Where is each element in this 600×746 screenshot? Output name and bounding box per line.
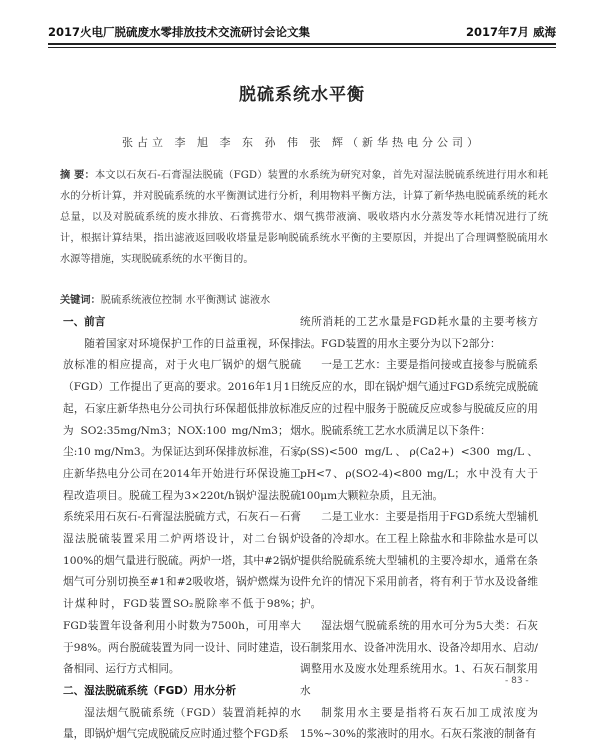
water-categories-paragraph: 湿法烟气脱硫系统的用水可分为5大类：石灰石制浆用水、设备冲洗用水、设备冷却用水、启动/调整用水及废水处理系统用水。1、石灰石制浆用水 — [300, 619, 538, 697]
authors-line: 张占立 李 旭 李 东 孙 伟 张 辉（新华热电分公司） — [122, 136, 482, 149]
keywords — [60, 290, 548, 311]
continuation-paragraph: 统所消耗的工艺水量是FGD耗水量的主要考核方法。FGD装置的用水主要分为以下2部分： — [300, 316, 538, 350]
process-water-paragraph: 一是工艺水：主要是指问接或直接参与脱硫系统反应的水，即在锅炉烟气通过FGD系统完成脱硫反应的过程中服务于脱硫反应或参与脱硫反应的用水。脱硫系统工艺水水质满足以下条件： — [300, 359, 538, 437]
left-column — [63, 312, 301, 746]
industrial-water-paragraph: 二是工业水：主要是指用于FGD系统大型辅机设备的冷却水。在工程上除盐水和非除盐水是可以提供给脱硫系统大型辅机的主要冷却水，通常在条件允许的情况下采用前者，将有利于节水及设备维护。 — [300, 511, 538, 611]
abstract-text: 本文以石灰石-石膏湿法脱硫（FGD）装置的水系统为研究对象，首先对湿法脱硫系统进行用水和耗水的分析计算，并对脱硫系统的水平衡测试进行分析，利用物料平衡方法，计算了新华热电脱硫系统的耗水总量，以及对脱硫系统的废水排放、石膏携带水、烟气携带液滴、吸收塔内水分蒸发等水耗情况进行了统计，根据计算结果，指出滤液返回吸收塔量是影响脱硫系统水平衡的主要原因，并提出了合理调整脱硫用水水源等措施，实现脱硫系统的水平衡目的。 — [60, 170, 549, 265]
header-left: 2017火电厂脱硫废水零排放技术交流研讨会论文集 — [48, 25, 311, 39]
header-rule-thick — [48, 43, 556, 45]
keywords-label: 关键词： — [60, 295, 101, 306]
paper-title: 脱硫系统水平衡 — [239, 85, 365, 105]
keywords-text: 脱硫系统液位控制 水平衡测试 滤液水 — [100, 295, 271, 306]
right-column — [300, 312, 538, 746]
section-heading-water-analysis: 二、湿法脱硫系统（FGD）用水分析 — [63, 684, 237, 697]
page-number: - 83 - — [505, 676, 529, 686]
abstract-label: 摘 要： — [60, 170, 95, 181]
water-analysis-paragraph: 湿法烟气脱硫系统（FGD）装置消耗掉的水量，即锅炉烟气完成脱硫反应时通过整个FGD系 — [63, 706, 301, 741]
abstract — [60, 165, 548, 270]
header-right: 2017年7月 威海 — [465, 25, 556, 39]
intro-paragraph: 随着国家对环境保护工作的日益重视，环保排放标准的相应提高，对于火电厂锅炉的烟气脱硫（FGD）工作提出了更高的要求。2016年1月1日起，石家庄新华热电分公司执行环保超低排放标准为 SO2:35mg/Nm3；NOX:100 mg/Nm3；烟尘:10 mg/Nm3。为保证达到环保排放标准，石家庄新华热电分公司在2014年开始进行环保设施工程改造项目。脱硫工程为3×220t/h锅炉湿法脱硫系统采用石灰石-石膏湿法脱硫方式，石灰石－石膏湿法脱硫装置采用二炉两塔设计，对二台锅炉100%的烟气量进行脱硫。两炉一塔，其中#2锅炉烟气可分别切换至#1和#2吸收塔，锅炉燃煤为设计煤种时，FGD装置SO₂脱除率不低于98%；FGD装置年设备利用小时数为7500h，可用率大于98%。两台脱硫装置为同一设计、同时建造，设备相同、运行方式相同。 — [63, 337, 301, 676]
header-rule-thin — [48, 47, 556, 48]
running-header — [48, 20, 556, 43]
water-quality-paragraph: ρ(SS)<500 mg/L、ρ(Ca2+) <300 mg/L、pH<7、ρ(SO2-4)<800 mg/L；水中没有大于100μm大颗粒杂质，且无油。 — [300, 446, 538, 502]
section-heading-intro: 一、前言 — [63, 316, 106, 328]
slurry-water-paragraph: 制浆用水主要是指将石灰石加工成浓度为15%~30%的浆液时的用水。石灰石浆液的制备有 — [300, 706, 538, 741]
